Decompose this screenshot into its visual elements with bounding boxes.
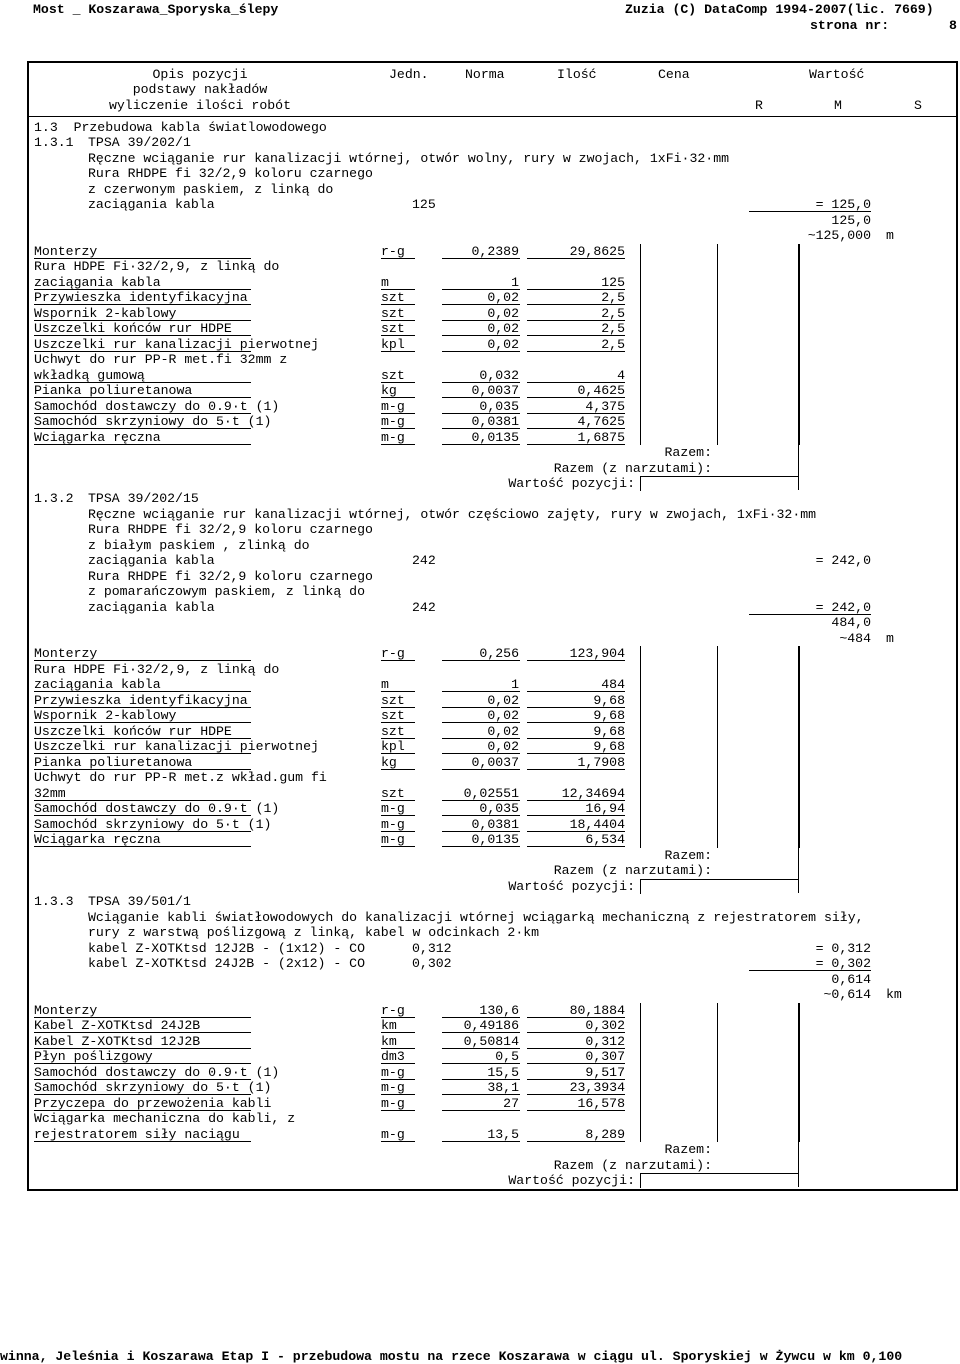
resource-unit: kpl xyxy=(381,739,405,754)
resource-norm: 27 xyxy=(503,1095,519,1111)
row-underline xyxy=(527,1110,625,1111)
resource-qty: 2,5 xyxy=(601,321,625,336)
resource-norm: 0,0135 xyxy=(471,832,519,847)
calc-value: 125 xyxy=(412,197,436,212)
row-underline xyxy=(381,351,415,352)
resource-unit: szt xyxy=(381,785,405,801)
razem-label: Razem: xyxy=(664,1142,712,1157)
resource-qty: 9,68 xyxy=(593,692,625,708)
resource-unit: r-g xyxy=(381,646,405,661)
calc-result: = 0,302 xyxy=(815,956,871,971)
resource-unit: szt xyxy=(381,367,405,383)
position-number: 1.3.1 xyxy=(34,135,74,150)
header-unit: Jedn. xyxy=(389,67,429,82)
row-underline xyxy=(381,1141,415,1142)
calc-result: = 242,0 xyxy=(815,599,871,615)
calc-description: zaciągania kabla xyxy=(88,599,215,615)
resource-norm: 0,2389 xyxy=(471,243,519,259)
row-underline xyxy=(34,1141,251,1142)
resource-name: Rura HDPE Fi·32/2,9, z linką do xyxy=(34,259,280,274)
resource-qty: 0,307 xyxy=(585,1049,625,1064)
resource-name: wkładką gumową xyxy=(34,367,145,383)
wartosc-pozycji-label: Wartość pozycji: xyxy=(508,878,635,894)
resource-qty: 4,375 xyxy=(585,398,625,414)
calc-value: 0,312 xyxy=(412,940,452,956)
razem-narzut-label: Razem (z narzutami): xyxy=(553,460,712,476)
resource-name: rejestratorem siły naciągu xyxy=(34,1126,240,1142)
resource-name: Pianka poliuretanowa xyxy=(34,754,193,770)
position-code: TPSA 39/202/15 xyxy=(88,491,199,506)
resource-norm: 0,0037 xyxy=(471,383,519,398)
row-underline xyxy=(381,444,415,445)
row-underline xyxy=(381,846,415,847)
quantity-rounded: ~484 xyxy=(839,630,871,646)
header-m: M xyxy=(834,98,842,113)
header-qty: Ilość xyxy=(557,67,597,82)
resource-unit: km xyxy=(381,1018,397,1033)
resource-unit: szt xyxy=(381,723,405,739)
resource-qty: 0,4625 xyxy=(577,383,625,398)
price-column-rule xyxy=(640,646,641,848)
resource-name: Kabel Z-XOTKtsd 24J2B xyxy=(34,1018,201,1033)
price-column-rule xyxy=(717,244,718,446)
calc-result: = 242,0 xyxy=(815,553,871,568)
row-underline xyxy=(381,660,415,661)
resource-qty: 16,578 xyxy=(577,1095,625,1111)
resource-qty: 9,68 xyxy=(593,723,625,739)
resource-name: Uchwyt do rur PP-R met.z wkład.gum fi xyxy=(34,770,327,785)
resource-name: Pianka poliuretanowa xyxy=(34,383,193,398)
calc-description: kabel Z-XOTKtsd 24J2B - (2x12) - CO xyxy=(88,956,365,971)
resource-name: Samochód dostawczy do 0.9·t (1) xyxy=(34,801,280,816)
resource-unit: szt xyxy=(381,305,405,321)
resource-norm: 130,6 xyxy=(479,1002,519,1018)
resource-norm: 15,5 xyxy=(487,1064,519,1080)
header-divider xyxy=(29,116,956,117)
resource-name: Monterzy xyxy=(34,243,98,259)
resource-norm: 0,0037 xyxy=(471,754,519,770)
resource-qty: 9,517 xyxy=(585,1064,625,1080)
resource-qty: 23,3934 xyxy=(569,1080,625,1095)
resource-unit: szt xyxy=(381,321,405,336)
resource-unit: m-g xyxy=(381,398,405,414)
row-underline xyxy=(442,846,520,847)
page-number-label: strona nr: xyxy=(810,18,890,33)
resource-name: zaciągania kabla xyxy=(34,274,161,290)
resource-norm: 0,02 xyxy=(487,708,519,723)
resource-qty: 4 xyxy=(617,367,625,383)
resource-name: Przyczepa do przewożenia kabli xyxy=(34,1095,272,1111)
resource-norm: 0,02 xyxy=(487,321,519,336)
row-underline xyxy=(381,1110,415,1111)
row-underline xyxy=(527,660,625,661)
row-underline xyxy=(381,258,415,259)
value-box-top xyxy=(640,879,798,880)
calc-description: kabel Z-XOTKtsd 12J2B - (1x12) - CO xyxy=(88,940,365,956)
resource-unit: m-g xyxy=(381,801,405,816)
resource-unit: szt xyxy=(381,692,405,708)
calc-result: = 0,312 xyxy=(815,940,871,956)
resource-unit: r-g xyxy=(381,1002,405,1018)
resource-name: Samochód dostawczy do 0.9·t (1) xyxy=(34,398,280,414)
resource-qty: 1,6875 xyxy=(577,429,625,445)
header-s: S xyxy=(914,98,922,113)
resource-qty: 123,904 xyxy=(569,646,625,661)
price-column-rule xyxy=(640,244,641,446)
header-r: R xyxy=(755,98,763,113)
resource-name: Przywieszka identyfikacyjna xyxy=(34,692,248,708)
section-title: 1.3 Przebudowa kabla światlowodowego xyxy=(34,120,327,135)
row-underline xyxy=(442,769,520,770)
calc-value: 242 xyxy=(412,553,436,568)
resource-qty: 0,312 xyxy=(585,1033,625,1049)
price-column-rule xyxy=(717,646,718,848)
quantity-unit: m xyxy=(886,630,894,646)
row-underline xyxy=(442,1110,520,1111)
razem-label: Razem: xyxy=(664,445,712,460)
value-box-top xyxy=(640,1173,798,1174)
row-underline xyxy=(442,444,520,445)
header-price: Cena xyxy=(658,67,690,82)
resource-norm: 13,5 xyxy=(487,1126,519,1142)
calc-description: z pomarańczowym paskiem, z linką do xyxy=(88,584,365,599)
row-underline xyxy=(442,258,520,259)
resource-norm: 0,02 xyxy=(487,723,519,739)
wartosc-pozycji-label: Wartość pozycji: xyxy=(508,1173,635,1188)
resource-norm: 0,02 xyxy=(487,305,519,321)
resource-name: Monterzy xyxy=(34,646,98,661)
razem-narzut-label: Razem (z narzutami): xyxy=(553,1157,712,1173)
resource-unit: m-g xyxy=(381,816,405,832)
quantity-total: 125,0 xyxy=(831,212,871,228)
resource-qty: 2,5 xyxy=(601,290,625,305)
position-code: TPSA 39/202/1 xyxy=(88,135,191,150)
resource-norm: 0,02 xyxy=(487,290,519,305)
resource-unit: m-g xyxy=(381,1126,405,1142)
value-box-top xyxy=(640,476,798,477)
resource-name: Uszczelki rur kanalizacji pierwotnej xyxy=(34,336,319,352)
resource-name: Samochód skrzyniowy do 5·t (1) xyxy=(34,414,272,429)
quantity-unit: m xyxy=(886,228,894,243)
calc-description: Rura RHDPE fi 32/2,9 koloru czarnego xyxy=(88,568,373,584)
resource-name: Uszczelki końców rur HDPE xyxy=(34,723,232,739)
price-column-rule xyxy=(799,1003,800,1143)
resource-name: Wspornik 2-kablowy xyxy=(34,708,177,723)
row-underline xyxy=(34,846,251,847)
calc-value: 242 xyxy=(412,599,436,615)
position-description: Ręczne wciąganie rur kanalizacji wtórnej, otwór częściowo zajęty, rury w zwojach, 1xFi·32·mm xyxy=(88,506,817,522)
wartosc-pozycji-label: Wartość pozycji: xyxy=(508,476,635,491)
resource-name: Samochód skrzyniowy do 5·t (1) xyxy=(34,816,272,832)
resource-name: Uszczelki końców rur HDPE xyxy=(34,321,232,336)
resource-qty: 0,302 xyxy=(585,1018,625,1033)
resource-name: Monterzy xyxy=(34,1002,98,1018)
position-number: 1.3.3 xyxy=(34,894,74,909)
header-description: Opis pozycji xyxy=(152,67,248,82)
resource-norm: 0,5 xyxy=(495,1049,519,1064)
resource-unit: kg xyxy=(381,383,397,398)
position-description: Wciąganie kabli światłowodowych do kanalizacji wtórnej wciągarką mechaniczną z rejestratorem siły, xyxy=(88,909,864,925)
calc-description: zaciągania kabla xyxy=(88,553,215,568)
resource-unit: m xyxy=(381,677,389,692)
position-description: rury z warstwą poślizgową z linką, kabel w odcinkach 2·km xyxy=(88,925,540,940)
calc-value: 0,302 xyxy=(412,956,452,971)
resource-norm: 0,256 xyxy=(479,646,519,661)
calc-description: zaciągania kabla xyxy=(88,197,215,212)
header-norm: Norma xyxy=(465,67,505,82)
row-underline xyxy=(381,769,415,770)
position-description: Ręczne wciąganie rur kanalizacji wtórnej, otwór wolny, rury w zwojach, 1xFi·32·mm xyxy=(88,150,730,166)
price-column-rule xyxy=(799,646,800,848)
resource-qty: 18,4404 xyxy=(569,816,625,832)
resource-unit: km xyxy=(381,1033,397,1049)
razem-narzut-label: Razem (z narzutami): xyxy=(553,863,712,878)
resource-unit: m xyxy=(381,274,389,290)
row-underline xyxy=(442,660,520,661)
resource-norm: 1 xyxy=(511,677,519,692)
resource-qty: 9,68 xyxy=(593,739,625,754)
page-number: 8 xyxy=(949,18,957,33)
price-column-rule xyxy=(640,879,641,894)
resource-unit: m-g xyxy=(381,1095,405,1111)
resource-unit: m-g xyxy=(381,429,405,445)
resource-unit: m-g xyxy=(381,1080,405,1095)
resource-qty: 6,534 xyxy=(585,832,625,847)
row-underline xyxy=(442,351,520,352)
resource-unit: szt xyxy=(381,708,405,723)
software-license: Zuzia (C) DataComp 1994-2007(lic. 7669) xyxy=(625,2,934,17)
price-column-rule xyxy=(799,244,800,446)
value-column-rule xyxy=(798,1003,799,1188)
calc-description: z czerwonym paskiem, z linką do xyxy=(88,181,334,197)
resource-qty: 16,94 xyxy=(585,801,625,816)
resource-norm: 1 xyxy=(511,274,519,290)
resource-name: Uchwyt do rur PP-R met.fi 32mm z xyxy=(34,352,288,367)
resource-norm: 0,0381 xyxy=(471,414,519,429)
quantity-rounded: ~0,614 xyxy=(823,987,871,1002)
resource-qty: 8,289 xyxy=(585,1126,625,1142)
header-basis: podstawy nakładów xyxy=(132,82,268,97)
position-number: 1.3.2 xyxy=(34,491,74,506)
resource-name: Samochód skrzyniowy do 5·t (1) xyxy=(34,1080,272,1095)
header-quantity-calc: wyliczenie ilości robót xyxy=(108,98,292,113)
resource-name: Wspornik 2-kablowy xyxy=(34,305,177,321)
resource-unit: m-g xyxy=(381,832,405,847)
quantity-total: 0,614 xyxy=(831,971,871,987)
resource-unit: m-g xyxy=(381,1064,405,1080)
resource-norm: 0,02 xyxy=(487,336,519,352)
resource-unit: kpl xyxy=(381,336,405,352)
price-column-rule xyxy=(640,1173,641,1188)
resource-qty: 4,7625 xyxy=(577,414,625,429)
resource-qty: 9,68 xyxy=(593,708,625,723)
quantity-unit: km xyxy=(886,987,902,1002)
resource-name: Przywieszka identyfikacyjna xyxy=(34,290,248,305)
calc-description: Rura RHDPE fi 32/2,9 koloru czarnego xyxy=(88,522,373,537)
resource-norm: 0,02551 xyxy=(463,785,519,801)
resource-norm: 0,49186 xyxy=(463,1018,519,1033)
quantity-rounded: ~125,000 xyxy=(807,228,871,243)
resource-qty: 29,8625 xyxy=(569,243,625,259)
resource-norm: 0,02 xyxy=(487,692,519,708)
calc-description: Rura RHDPE fi 32/2,9 koloru czarnego xyxy=(88,166,373,181)
resource-qty: 80,1884 xyxy=(569,1002,625,1018)
resource-name: Płyn poślizgowy xyxy=(34,1049,153,1064)
resource-name: Kabel Z-XOTKtsd 12J2B xyxy=(34,1033,201,1049)
header-value: Wartość xyxy=(809,67,865,82)
resource-qty: 125 xyxy=(601,274,625,290)
resource-name: Wciągarka ręczna xyxy=(34,832,161,847)
position-code: TPSA 39/501/1 xyxy=(88,894,191,909)
resource-norm: 0,02 xyxy=(487,739,519,754)
resource-norm: 0,0135 xyxy=(471,429,519,445)
document-title: Most _ Koszarawa_Sporyska_ślepy xyxy=(33,2,279,17)
resource-name: zaciągania kabla xyxy=(34,677,161,692)
row-underline xyxy=(527,769,625,770)
value-column-rule xyxy=(798,244,799,491)
resource-qty: 1,7908 xyxy=(577,754,625,770)
resource-norm: 0,032 xyxy=(479,367,519,383)
resource-qty: 484 xyxy=(601,677,625,692)
quantity-total: 484,0 xyxy=(831,615,871,630)
resource-name: Rura HDPE Fi·32/2,9, z linką do xyxy=(34,661,280,677)
resource-unit: szt xyxy=(381,290,405,305)
page-footer: winna, Jeleśnia i Koszarawa Etap I - przebudowa mostu na rzece Koszarawa w ciągu ul. Sporyskiej w Żywcu w km 0,100 xyxy=(0,1349,903,1364)
resource-name: Wciągarka ręczna xyxy=(34,429,161,445)
resource-unit: m-g xyxy=(381,414,405,429)
row-underline xyxy=(527,351,625,352)
resource-name: Samochód dostawczy do 0.9·t (1) xyxy=(34,1064,280,1080)
resource-name: Uszczelki rur kanalizacji pierwotnej xyxy=(34,739,319,754)
calc-result: = 125,0 xyxy=(815,197,871,212)
price-column-rule xyxy=(717,1003,718,1143)
row-underline xyxy=(442,1141,520,1142)
row-underline xyxy=(527,258,625,259)
resource-qty: 12,34694 xyxy=(561,785,625,801)
resource-name: 32mm xyxy=(34,785,66,801)
row-underline xyxy=(34,444,251,445)
razem-label: Razem: xyxy=(664,847,712,863)
resource-qty: 2,5 xyxy=(601,305,625,321)
resource-name: Wciągarka mechaniczna do kabli, z xyxy=(34,1111,296,1126)
resource-norm: 0,50814 xyxy=(463,1033,519,1049)
resource-qty: 2,5 xyxy=(601,336,625,352)
resource-norm: 0,035 xyxy=(479,801,519,816)
price-column-rule xyxy=(640,476,641,491)
resource-norm: 0,0381 xyxy=(471,816,519,832)
resource-unit: kg xyxy=(381,754,397,770)
calc-description: z białym paskiem , zlinką do xyxy=(88,537,310,553)
value-column-rule xyxy=(798,646,799,893)
resource-norm: 38,1 xyxy=(487,1080,519,1095)
resource-norm: 0,035 xyxy=(479,398,519,414)
resource-unit: r-g xyxy=(381,243,405,259)
resource-unit: dm3 xyxy=(381,1049,405,1064)
price-column-rule xyxy=(640,1003,641,1143)
